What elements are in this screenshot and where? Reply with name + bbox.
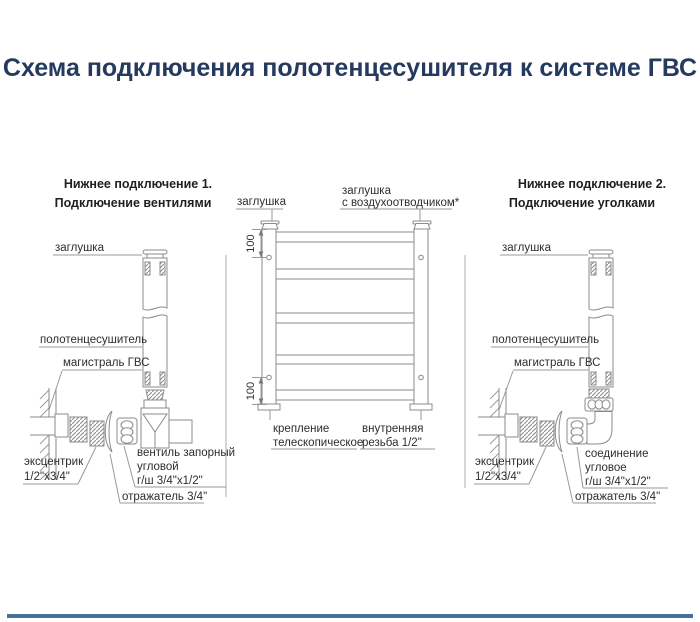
right-plug-label: заглушка xyxy=(502,242,551,254)
right-elbow-leader xyxy=(577,447,583,488)
left-valve-label-3: г/ш 3/4"x1/2" xyxy=(137,475,203,487)
thread-label-1: внутренняя xyxy=(362,423,424,435)
mount-label-1: крепление xyxy=(273,423,330,435)
right-heading-1: Нижнее подключение 2. xyxy=(517,177,667,191)
left-hws-main-label: магистраль ГВС xyxy=(63,357,150,369)
right-elbow-label-3: г/ш 3/4"x1/2" xyxy=(585,476,651,488)
left-eccentric-label-2: 1/2"x3/4" xyxy=(24,471,70,483)
dimension-top-value: 100 xyxy=(245,234,257,253)
right-eccentric-label-2: 1/2"x3/4" xyxy=(475,471,521,483)
left-eccentric xyxy=(70,417,104,446)
left-heading-1: Нижнее подключение 1. xyxy=(63,177,213,191)
right-elbow-connection xyxy=(567,389,613,444)
left-valve-label-2: угловой xyxy=(137,461,179,473)
left-valve-label-1: вентиль запорный xyxy=(137,447,236,459)
right-heading-2: Подключение уголками xyxy=(508,196,656,210)
footer-bar xyxy=(7,614,693,618)
right-elbow-label-1: соединение xyxy=(585,448,649,460)
middle-diagram xyxy=(236,185,460,449)
left-reflector xyxy=(105,411,112,452)
right-towel-rail-label: полотенцесушитель xyxy=(492,334,600,346)
radiator-mount-holes xyxy=(267,255,424,380)
left-supply-pipe xyxy=(30,414,68,437)
right-reflector-label: отражатель 3/4" xyxy=(575,491,661,503)
mount-label-2: телескопическое xyxy=(273,437,364,449)
right-eccentric xyxy=(520,417,554,446)
left-towel-rail-label: полотенцесушитель xyxy=(40,334,148,346)
middle-plug-label: заглушка xyxy=(237,196,286,208)
right-elbow-label-2: угловое xyxy=(585,462,627,474)
thread-label-2: резьба 1/2" xyxy=(362,437,422,449)
left-valve-leader xyxy=(124,446,135,487)
left-reflector-label: отражатель 3/4" xyxy=(122,491,208,503)
dimension-bottom-value: 100 xyxy=(245,381,257,401)
right-eccentric-label-1: эксцентрик xyxy=(475,456,535,468)
right-reflector-leader xyxy=(562,454,573,503)
left-plug-label: заглушка xyxy=(55,242,104,254)
right-supply-pipe xyxy=(478,414,518,437)
air-plug-label-1: заглушка xyxy=(342,185,391,197)
left-angle-valve xyxy=(117,390,192,448)
page-title: Схема подключения полотенцесушителя к системе ГВС xyxy=(2,54,698,82)
radiator-rungs xyxy=(276,232,414,400)
left-reflector-leader xyxy=(110,454,120,503)
air-plug-label-2: с воздухоотводчиком* xyxy=(342,197,460,209)
right-hws-main-label: магистраль ГВС xyxy=(514,357,601,369)
left-heading-2: Подключение вентилями xyxy=(54,196,212,210)
right-diagram xyxy=(474,242,668,503)
right-reflector xyxy=(555,411,562,452)
left-eccentric-label-1: эксцентрик xyxy=(24,456,84,468)
left-diagram xyxy=(23,242,235,503)
radiator-rails xyxy=(258,221,432,410)
